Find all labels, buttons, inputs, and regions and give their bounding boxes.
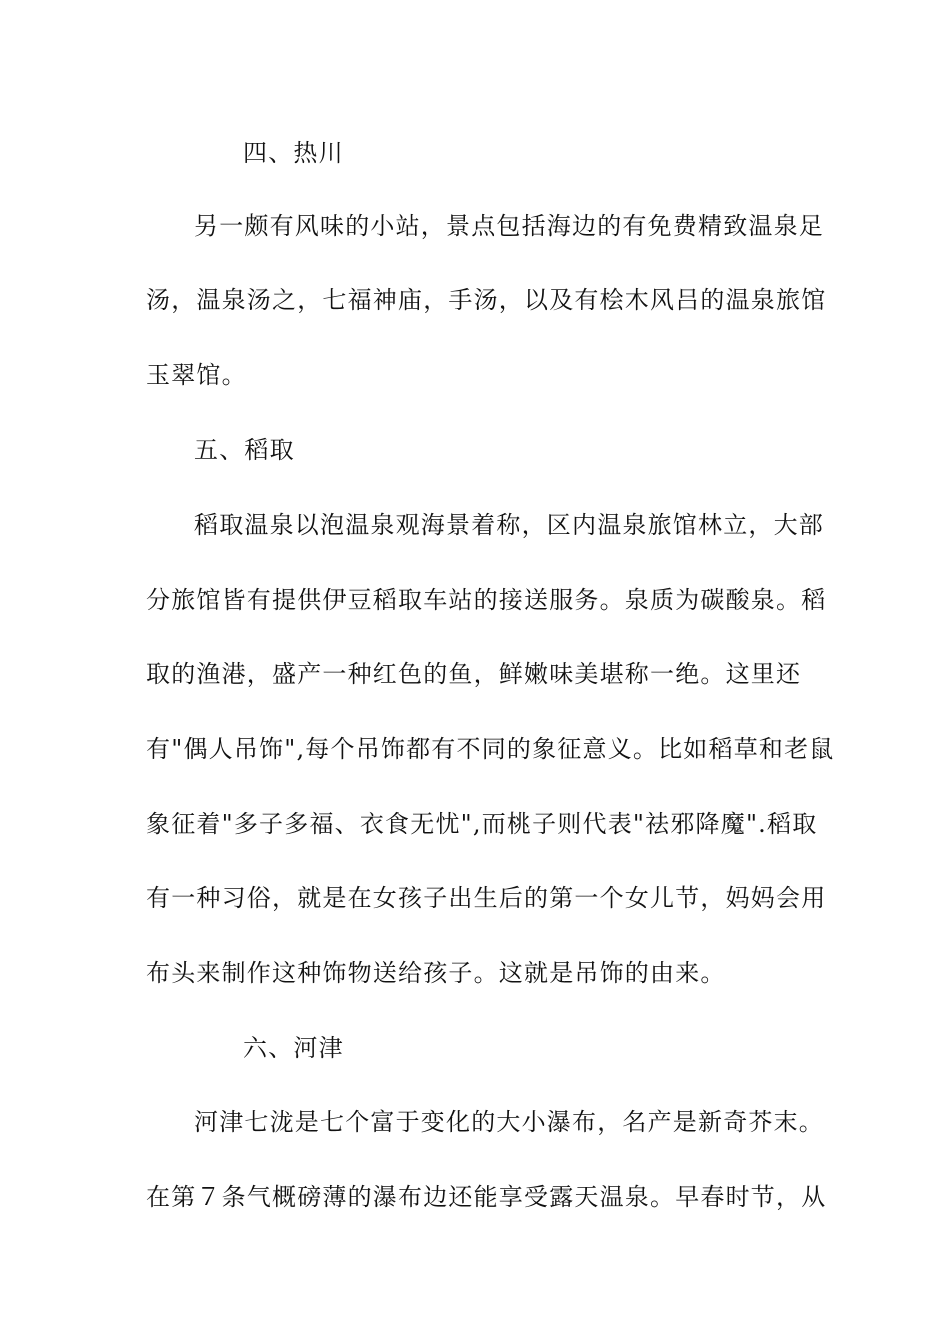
paragraph-line: 分旅馆皆有提供伊豆稻取车站的接送服务。泉质为碳酸泉。稻 [146, 586, 827, 614]
paragraph-line: 有一种习俗，就是在女孩子出生后的第一个女儿节，妈妈会用 [146, 884, 827, 912]
paragraph-line: 在第７条气概磅薄的瀑布边还能享受露天温泉。早春时节，从 [146, 1183, 827, 1211]
section-heading-inatori: 五、稻取 [194, 436, 295, 464]
paragraph-line: 象征着"多子多福、衣食无忧",而桃子则代表"祛邪降魔".稻取 [146, 810, 818, 838]
paragraph-line: 玉翠馆。 [146, 361, 247, 389]
paragraph-line: 河津七泷是七个富于变化的大小瀑布，名产是新奇芥末。 [194, 1108, 824, 1136]
section-heading-kawazu: 六、河津 [243, 1034, 344, 1062]
paragraph-line: 汤，温泉汤之，七福神庙，手汤，以及有桧木风吕的温泉旅馆 [146, 286, 827, 314]
paragraph-line: 布头来制作这种饰物送给孩子。这就是吊饰的由来。 [146, 959, 726, 987]
paragraph-line: 有"偶人吊饰",每个吊饰都有不同的象征意义。比如稻草和老鼠 [146, 735, 835, 763]
paragraph-line: 稻取温泉以泡温泉观海景着称，区内温泉旅馆林立，大部 [194, 511, 824, 539]
section-heading-rechuan: 四、热川 [243, 139, 344, 167]
paragraph-line: 取的渔港，盛产一种红色的鱼，鲜嫩味美堪称一绝。这里还 [146, 660, 802, 688]
paragraph-line: 另一颇有风味的小站，景点包括海边的有免费精致温泉足 [194, 212, 824, 240]
